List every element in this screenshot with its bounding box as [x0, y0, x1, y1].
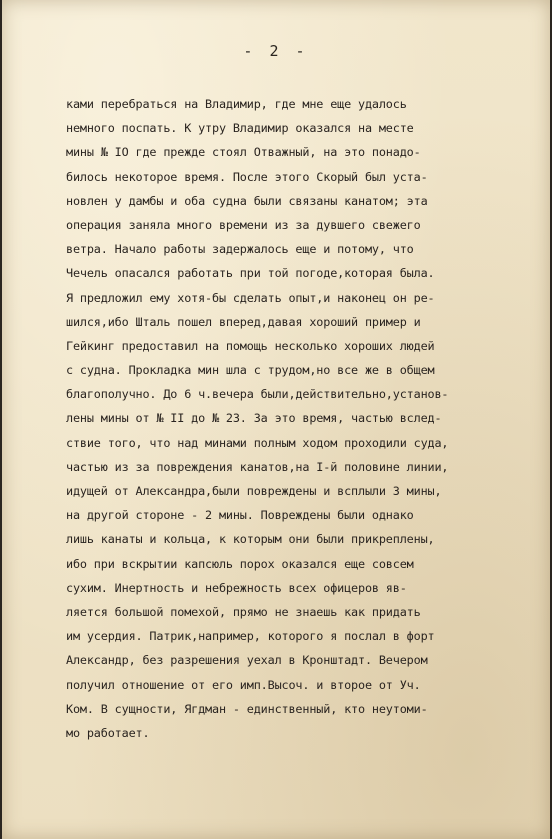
text-line: благополучно. До 6 ч.вечера были,действительно,установ- [66, 387, 449, 402]
text-line: лены мины от № II до № 23. За это время, частью вслед- [66, 411, 442, 426]
text-line: немного поспать. К утру Владимир оказался на месте [66, 121, 414, 136]
body-text [66, 92, 506, 745]
document-page [2, 0, 550, 839]
text-line: ветра. Начало работы задержалось еще и потому, что [66, 242, 414, 257]
text-line: сухим. Инертность и небрежность всех офицеров яв- [66, 580, 407, 595]
text-line: мо работает. [66, 725, 150, 740]
text-line: шился,ибо Шталь пошел вперед,давая хороший пример и [66, 314, 421, 329]
text-line: новлен у дамбы и оба судна были связаны канатом; эта [66, 193, 428, 208]
text-line: ками перебраться на Владимир, где мне еще удалось [66, 97, 407, 111]
text-line: получил отношение от его имп.Высоч. и второе от Уч. [66, 677, 421, 692]
text-line: на другой стороне - 2 мины. Повреждены были однако [66, 508, 414, 523]
text-line: операция заняла много времени из за дувшего свежего [66, 217, 421, 232]
text-line: Я предложил ему хотя-бы сделать опыт,и наконец он ре- [66, 290, 435, 305]
text-line: частью из за повреждения канатов,на I-й половине линии, [66, 459, 449, 474]
text-line: лишь канаты и кольца, к которым они были прикреплены, [66, 532, 435, 547]
page-number: - 2 - [243, 42, 309, 60]
text-line: ибо при вскрытии капсюль порох оказался еще совсем [66, 556, 414, 571]
text-line: билось некоторое время. После этого Скорый был уста- [66, 169, 428, 184]
text-line: им усердия. Патрик,например, которого я послал в форт [66, 629, 435, 644]
text-line: Чечель опасался работать при той погоде,которая была. [66, 266, 435, 281]
text-line: мины № IO где прежде стоял Отважный, на это понадо- [66, 145, 421, 160]
text-line: Ком. В сущности, Ягдман - единственный, кто неутоми- [66, 701, 428, 716]
text-line: ствие того, что над минами полным ходом проходили суда, [66, 435, 449, 450]
text-line: ляется большой помехой, прямо не знаешь как придать [66, 604, 421, 619]
text-line: с судна. Прокладка мин шла с трудом,но все же в общем [66, 363, 435, 378]
text-line: Александр, без разрешения уехал в Кронштадт. Вечером [66, 653, 428, 668]
text-line: Гейкинг предоставил на помощь несколько хороших людей [66, 338, 435, 353]
text-line: идущей от Александра,были повреждены и всплыли 3 мины, [66, 484, 442, 498]
